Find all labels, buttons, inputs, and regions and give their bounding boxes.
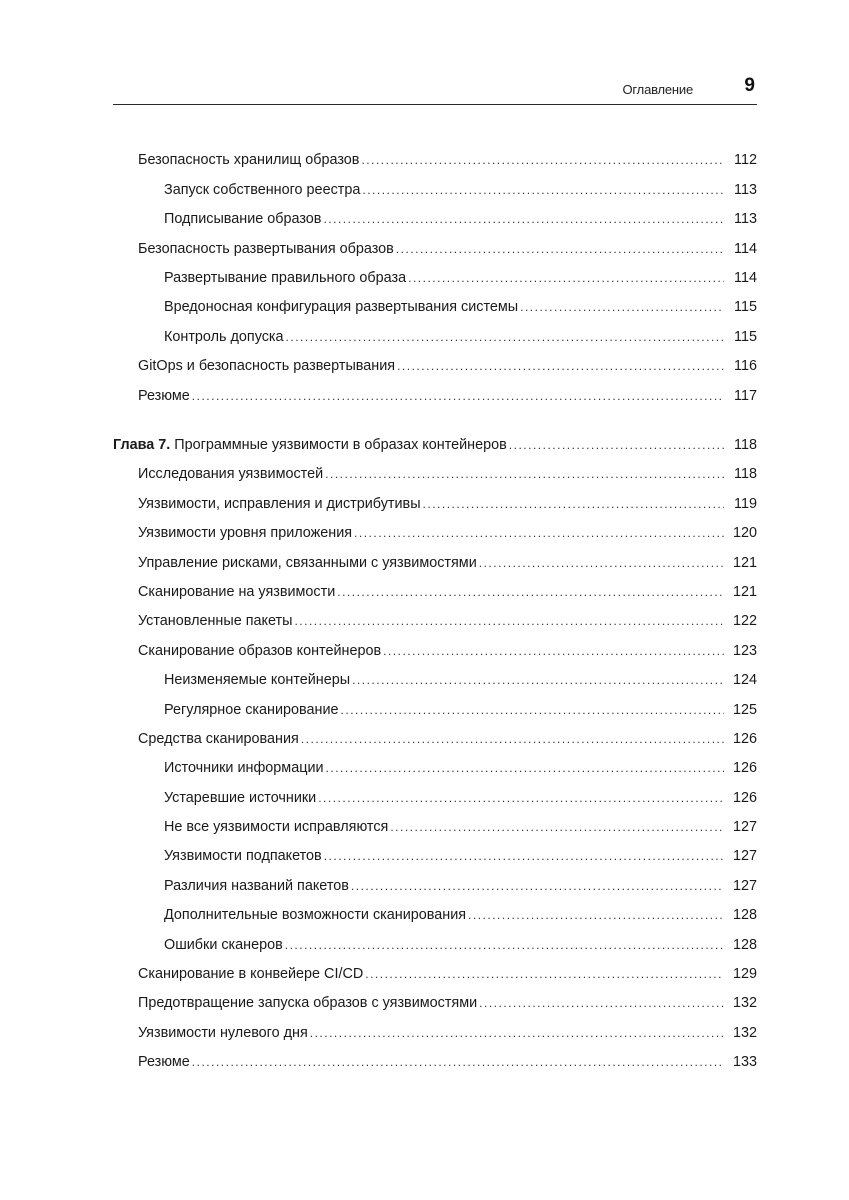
toc-entry-title: Устаревшие источники [164, 789, 317, 806]
toc-entry-title: Сканирование в конвейере CI/CD [138, 966, 364, 983]
toc-dot-leader [408, 272, 724, 284]
toc-entry-title: Различия названий пакетов [164, 877, 349, 894]
toc-entry[interactable] [0, 842, 757, 871]
toc-entry-page: 113 [734, 211, 757, 228]
toc-dot-leader [362, 184, 724, 196]
toc-entry-page: 128 [732, 936, 757, 953]
toc-entry-page: 127 [732, 848, 757, 865]
toc-entry-title: Управление рисками, связанными с уязвимостями [138, 554, 477, 571]
toc-entry-page: 128 [732, 907, 757, 924]
toc-dot-leader [318, 792, 724, 804]
toc-entry-title: Неизменяемые контейнеры [164, 672, 351, 689]
toc-chapter-heading[interactable] [0, 431, 757, 460]
toc-entry-title: Резюме [138, 1054, 190, 1071]
chapter-spacer [0, 411, 849, 431]
toc-dot-leader [352, 674, 724, 686]
toc-entry-page: 123 [732, 642, 757, 659]
toc-entry[interactable] [0, 813, 757, 842]
toc-entry[interactable] [0, 901, 757, 930]
toc-entry-page: 126 [732, 730, 757, 747]
toc-entry-title: Установленные пакеты [138, 613, 293, 630]
toc-entry-page: 126 [732, 760, 757, 777]
toc-chapter-title-wrap [113, 438, 507, 452]
toc-section-previous-chapter [0, 146, 849, 411]
toc-entry-page: 114 [734, 240, 757, 257]
toc-dot-leader [301, 733, 724, 745]
toc-entry-title: Запуск собственного реестра [164, 181, 361, 198]
toc-entry[interactable] [0, 264, 757, 293]
toc-entry[interactable] [0, 577, 757, 606]
toc-dot-leader [324, 850, 724, 862]
toc-chapter-title: Программные уязвимости в образах контейнеров [174, 437, 507, 453]
toc-entry-page: 127 [732, 819, 757, 836]
toc-dot-leader [310, 1027, 724, 1039]
toc-entry[interactable] [0, 234, 757, 263]
toc-entry-title: Исследования уязвимостей [138, 466, 324, 483]
toc-entry[interactable] [0, 489, 757, 518]
toc-entry-page: 115 [734, 299, 757, 316]
toc-entry[interactable] [0, 460, 757, 489]
toc-entry-title: Ошибки сканеров [164, 936, 283, 953]
toc-entry-title: Уязвимости подпакетов [164, 848, 322, 865]
toc-entry-page: 112 [734, 152, 757, 169]
toc-entry-title: Уязвимости нулевого дня [138, 1024, 308, 1041]
toc-entry-page: 133 [732, 1054, 757, 1071]
toc-entry[interactable] [0, 607, 757, 636]
toc-dot-leader [520, 301, 724, 313]
toc-entry[interactable] [0, 989, 757, 1018]
toc-dot-leader [286, 331, 724, 343]
toc-entry-title: Безопасность хранилищ образов [138, 152, 360, 169]
toc-entry-title: Регулярное сканирование [164, 701, 339, 718]
toc-entry[interactable] [0, 381, 757, 410]
toc-dot-leader [509, 439, 724, 451]
toc-entry-page: 132 [732, 995, 757, 1012]
toc-entry[interactable] [0, 175, 757, 204]
toc-dot-leader [325, 468, 724, 480]
toc-entry-title: Не все уязвимости исправляются [164, 819, 389, 836]
toc-entry-title: Безопасность развертывания образов [138, 240, 394, 257]
toc-entry[interactable] [0, 960, 757, 989]
toc-dot-leader [192, 390, 724, 402]
table-of-contents [0, 146, 849, 1077]
toc-dot-leader [390, 821, 724, 833]
toc-dot-leader [396, 243, 724, 255]
toc-dot-leader [479, 997, 724, 1009]
toc-dot-leader [361, 154, 724, 166]
toc-entry-page: 118 [734, 466, 757, 483]
toc-entry[interactable] [0, 636, 757, 665]
toc-entry-page: 117 [734, 387, 757, 404]
toc-dot-leader [337, 586, 724, 598]
toc-entry-page: 122 [732, 613, 757, 630]
toc-entry[interactable] [0, 293, 757, 322]
toc-entry-page: 119 [734, 495, 757, 512]
toc-dot-leader [285, 939, 724, 951]
toc-entry-page: 126 [732, 789, 757, 806]
toc-entry[interactable] [0, 146, 757, 175]
toc-dot-leader [351, 880, 724, 892]
toc-entry-title: Сканирование образов контейнеров [138, 642, 382, 659]
toc-entry[interactable] [0, 666, 757, 695]
toc-dot-leader [365, 968, 724, 980]
toc-entry-title: Подписывание образов [164, 211, 322, 228]
toc-entry[interactable] [0, 930, 757, 959]
toc-dot-leader [192, 1056, 724, 1068]
toc-entry-page: 129 [732, 966, 757, 983]
toc-entry-page: 127 [732, 877, 757, 894]
toc-dot-leader [423, 498, 724, 510]
toc-entry-title: Предотвращение запуска образов с уязвимостями [138, 995, 478, 1012]
toc-chapter-page: 118 [734, 437, 757, 453]
toc-entry-page: 132 [732, 1024, 757, 1041]
toc-entry[interactable] [0, 205, 757, 234]
toc-dot-leader [341, 704, 724, 716]
toc-dot-leader [354, 527, 724, 539]
toc-entry-page: 116 [734, 358, 757, 375]
toc-entry-page: 124 [732, 672, 757, 689]
toc-entry[interactable] [0, 322, 757, 351]
toc-entry[interactable] [0, 695, 757, 724]
toc-entry-page: 120 [732, 525, 757, 542]
toc-entry[interactable] [0, 724, 757, 753]
toc-dot-leader [468, 909, 724, 921]
toc-entry-title: Средства сканирования [138, 730, 299, 747]
page-number: 9 [744, 75, 755, 96]
toc-dot-leader [397, 360, 724, 372]
toc-entry-page: 125 [732, 701, 757, 718]
toc-entry[interactable] [0, 548, 757, 577]
toc-entry[interactable] [0, 352, 757, 381]
toc-dot-leader [479, 557, 724, 569]
toc-dot-leader [326, 762, 724, 774]
toc-chapter-label: Глава 7. [113, 437, 171, 453]
toc-entry[interactable] [0, 754, 757, 783]
toc-entry[interactable] [0, 871, 757, 900]
toc-entry-title: Контроль допуска [164, 328, 284, 345]
toc-entry[interactable] [0, 1018, 757, 1047]
page-header [113, 74, 757, 105]
toc-entry-title: Развертывание правильного образа [164, 270, 407, 287]
running-header-title: Оглавление [622, 82, 693, 97]
toc-entry[interactable] [0, 1048, 757, 1077]
toc-entry-page: 115 [734, 328, 757, 345]
toc-section-chapter-7 [0, 460, 849, 1077]
toc-entry-title: Уязвимости уровня приложения [138, 525, 353, 542]
toc-entry-page: 114 [734, 270, 757, 287]
toc-entry-title: GitOps и безопасность развертывания [138, 358, 396, 375]
toc-entry-title: Сканирование на уязвимости [138, 583, 336, 600]
toc-dot-leader [294, 615, 724, 627]
toc-entry-page: 121 [732, 554, 757, 571]
toc-dot-leader [323, 213, 724, 225]
toc-entry-title: Вредоносная конфигурация развертывания системы [164, 299, 519, 316]
toc-entry[interactable] [0, 519, 757, 548]
toc-entry[interactable] [0, 783, 757, 812]
toc-entry-page: 121 [732, 583, 757, 600]
toc-entry-title: Дополнительные возможности сканирования [164, 907, 467, 924]
toc-entry-title: Резюме [138, 387, 190, 404]
toc-entry-title: Уязвимости, исправления и дистрибутивы [138, 495, 421, 512]
toc-dot-leader [383, 645, 724, 657]
toc-entry-page: 113 [734, 181, 757, 198]
toc-entry-title: Источники информации [164, 760, 324, 777]
